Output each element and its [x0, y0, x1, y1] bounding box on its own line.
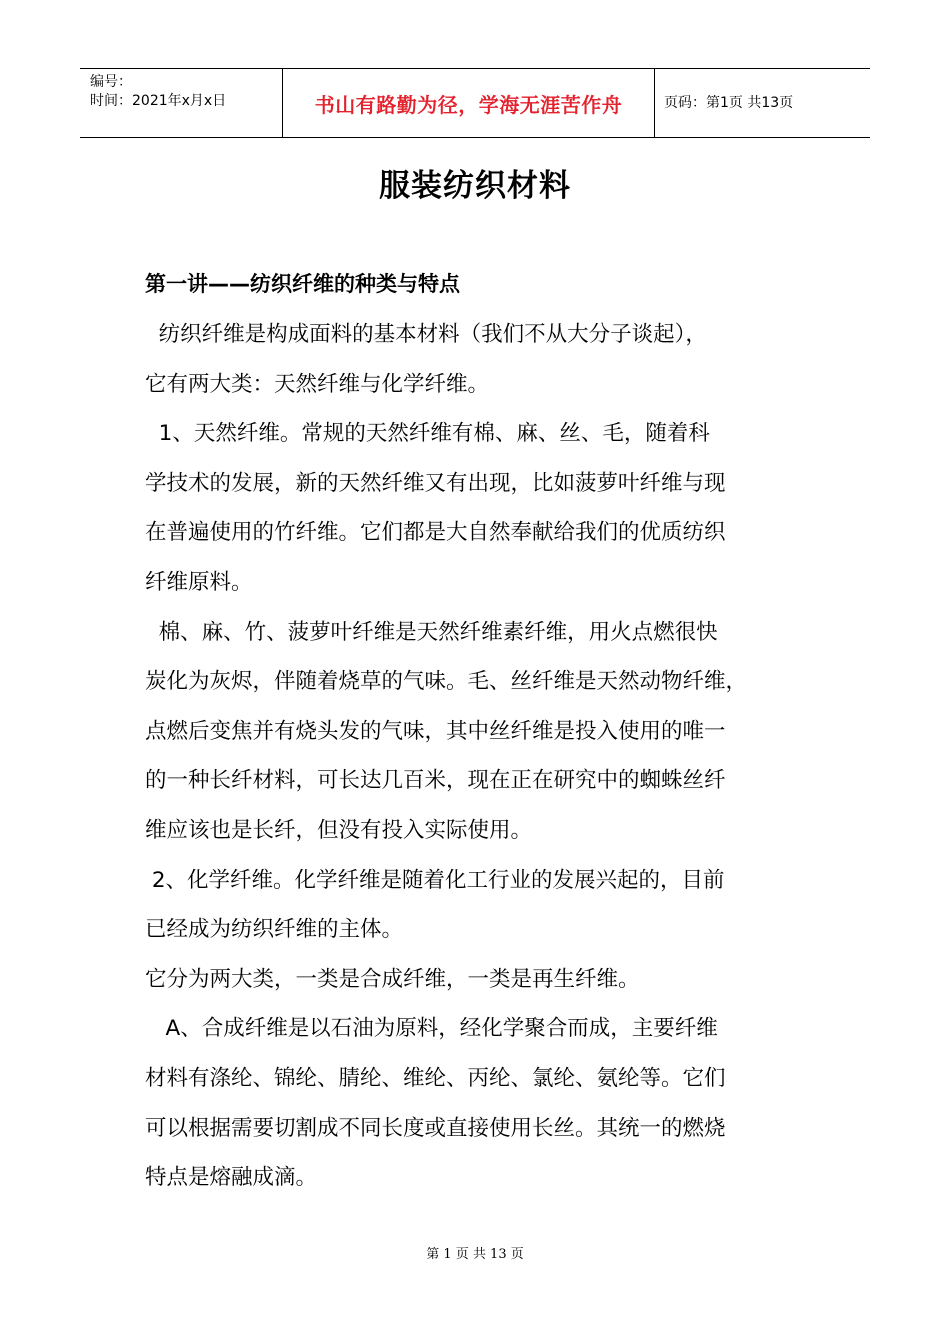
- body-line: 1、天然纤维。常规的天然纤维有棉、麻、丝、毛，随着科: [145, 421, 710, 447]
- body-text: [145, 310, 815, 1203]
- body-line: A、合成纤维是以石油为原料，经化学聚合而成，主要纤维: [145, 1016, 718, 1042]
- section-heading: 第一讲——纺织纤维的种类与特点: [145, 272, 460, 296]
- body-line: 的一种长纤材料，可长达几百米，现在正在研究中的蜘蛛丝纤: [145, 768, 726, 794]
- body-line: 维应该也是长纤，但没有投入实际使用。: [145, 817, 533, 843]
- body-line: 棉、麻、竹、菠萝叶纤维是天然纤维素纤维，用火点燃很快: [145, 619, 718, 645]
- body-line: 学技术的发展，新的天然纤维又有出现，比如菠萝叶纤维与现: [145, 470, 726, 496]
- body-line: 它有两大类：天然纤维与化学纤维。: [145, 371, 490, 397]
- page-footer: 第 1 页 共 13 页: [426, 1247, 524, 1262]
- time-label: 时间：2021年x月x日: [90, 93, 227, 109]
- header-motto-cell: [283, 69, 655, 137]
- body-line: 2、化学纤维。化学纤维是随着化工行业的发展兴起的，目前: [145, 867, 725, 893]
- document-title: 服装纺织材料: [379, 168, 571, 204]
- body-line: 它分为两大类，一类是合成纤维，一类是再生纤维。: [145, 966, 640, 992]
- motto: 书山有路勤为径，学海无涯苦作舟: [314, 93, 623, 117]
- body-line: 炭化为灰烬，伴随着烧草的气味。毛、丝纤维是天然动物纤维，: [145, 669, 748, 695]
- body-line: 已经成为纺织纤维的主体。: [145, 917, 404, 943]
- header-page-cell: [655, 69, 870, 137]
- body-line: 材料有涤纶、锦纶、腈纶、维纶、丙纶、氯纶、氨纶等。它们: [145, 1065, 726, 1091]
- header-table: [80, 68, 870, 138]
- body-line: 纤维原料。: [145, 569, 253, 595]
- header-meta-cell: [80, 69, 283, 137]
- body-line: 在普遍使用的竹纤维。它们都是大自然奉献给我们的优质纺织: [145, 520, 726, 546]
- body-line: 纺织纤维是构成面料的基本材料（我们不从大分子谈起），: [145, 322, 707, 347]
- body-line: 点燃后变焦并有烧头发的气味，其中丝纤维是投入使用的唯一: [145, 718, 726, 744]
- serial-label: 编号：: [90, 74, 132, 90]
- body-line: 可以根据需要切割成不同长度或直接使用长丝。其统一的燃烧: [145, 1115, 726, 1141]
- page-code: 页码：第1页 共13页: [664, 95, 794, 111]
- body-line: 特点是熔融成滴。: [145, 1165, 318, 1191]
